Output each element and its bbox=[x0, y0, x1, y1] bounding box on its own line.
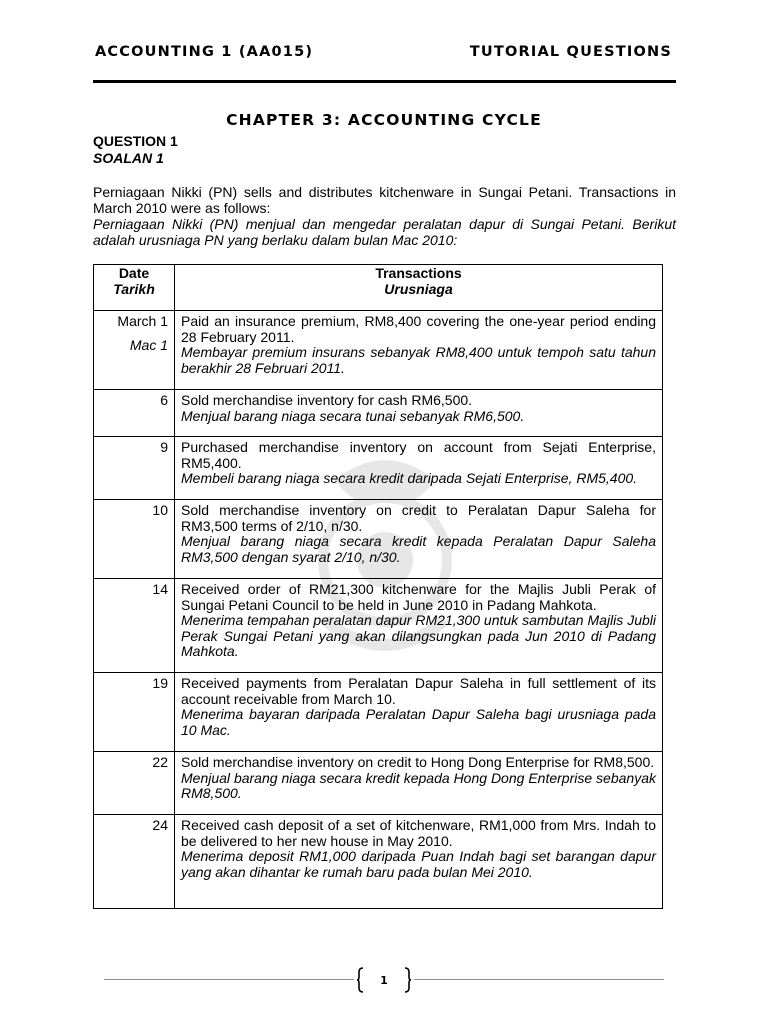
right-brace-icon bbox=[404, 967, 412, 993]
intro-ms: Perniagaan Nikki (PN) menjual dan mengedar peralatan dapur di Sungai Petani. Berikut adalah urusniaga PN yang berlaku dalam bulan Mac 2010: bbox=[93, 216, 676, 248]
row-transaction bbox=[175, 673, 663, 752]
table-row bbox=[94, 815, 663, 909]
page-number: 1 bbox=[380, 973, 388, 987]
row-transaction bbox=[175, 390, 663, 437]
row-date: 9 bbox=[94, 437, 175, 500]
row-transaction bbox=[175, 815, 663, 909]
header-section: TUTORIAL QUESTIONS bbox=[469, 44, 672, 60]
row-transaction-en: Received payments from Peralatan Dapur Saleha in full settlement of its account receivable from March 10. bbox=[181, 675, 656, 707]
intro-en: Perniagaan Nikki (PN) sells and distributes kitchenware in Sungai Petani. Transactions in March 2010 were as follows: bbox=[93, 184, 676, 216]
row-date-en: March 1 bbox=[117, 313, 168, 329]
row-date: 10 bbox=[94, 500, 175, 579]
question-label bbox=[93, 133, 178, 167]
row-date: 24 bbox=[94, 815, 175, 909]
row-transaction bbox=[175, 579, 663, 673]
chapter-title: CHAPTER 3: ACCOUNTING CYCLE bbox=[226, 111, 542, 129]
table-row bbox=[94, 579, 663, 673]
date-header-ms: Tarikh bbox=[113, 280, 155, 297]
left-brace-icon bbox=[356, 967, 364, 993]
row-transaction-ms: Menerima tempahan peralatan dapur RM21,300 untuk sambutan Majlis Jubli Perak Sungai Petani yang akan dilangsungkan pada Jun 2010 di Padang Mahkota. bbox=[181, 612, 656, 659]
question-label-en: QUESTION 1 bbox=[93, 133, 178, 149]
row-transaction-en: Sold merchandise inventory on credit to Hong Dong Enterprise for RM8,500. bbox=[181, 754, 655, 770]
table-header-row bbox=[94, 265, 663, 311]
transactions-header bbox=[175, 265, 663, 311]
table-row bbox=[94, 752, 663, 815]
row-transaction-ms: Menjual barang niaga secara tunai sebanyak RM6,500. bbox=[181, 407, 525, 424]
table-row bbox=[94, 437, 663, 500]
row-transaction-ms: Membayar premium insurans sebanyak RM8,400 untuk tempoh satu tahun berakhir 28 Februari 2011. bbox=[181, 344, 656, 376]
row-transaction-ms: Menerima bayaran daripada Peralatan Dapur Saleha bagi urusniaga pada 10 Mac. bbox=[181, 706, 656, 738]
row-transaction-ms: Menjual barang niaga secara kredit kepada Hong Dong Enterprise sebanyak RM8,500. bbox=[181, 769, 656, 801]
row-date bbox=[94, 311, 175, 390]
table-row bbox=[94, 673, 663, 752]
row-transaction bbox=[175, 752, 663, 815]
header-course: ACCOUNTING 1 (AA015) bbox=[95, 44, 314, 60]
table-row bbox=[94, 390, 663, 437]
row-date: 22 bbox=[94, 752, 175, 815]
date-header-en: Date bbox=[118, 265, 150, 281]
transactions-table bbox=[93, 264, 663, 909]
transactions-header-en: Transactions bbox=[375, 265, 462, 281]
row-transaction-ms: Membeli barang niaga secara kredit daripada Sejati Enterprise, RM5,400. bbox=[181, 470, 638, 486]
row-transaction-en: Paid an insurance premium, RM8,400 covering the one-year period ending 28 February 2011. bbox=[181, 313, 656, 345]
header-rule bbox=[93, 80, 676, 83]
row-date: 6 bbox=[94, 390, 175, 437]
table-row bbox=[94, 500, 663, 579]
row-transaction bbox=[175, 437, 663, 500]
footer-rule-right bbox=[414, 979, 664, 980]
row-transaction-en: Received order of RM21,300 kitchenware for the Majlis Jubli Perak of Sungai Petani Council to be held in June 2010 in Padang Mahkota. bbox=[181, 581, 656, 613]
row-transaction bbox=[175, 500, 663, 579]
table-row bbox=[94, 311, 663, 390]
running-header bbox=[95, 44, 672, 60]
row-transaction bbox=[175, 311, 663, 390]
row-date: 19 bbox=[94, 673, 175, 752]
question-label-ms: SOALAN 1 bbox=[93, 150, 164, 166]
row-transaction-en: Received cash deposit of a set of kitchenware, RM1,000 from Mrs. Indah to be delivered to her new house in May 2010. bbox=[181, 817, 656, 849]
row-transaction-en: Sold merchandise inventory for cash RM6,500. bbox=[181, 392, 473, 408]
row-transaction-ms: Menerima deposit RM1,000 daripada Puan Indah bagi set barangan dapur yang akan dihantar ke rumah baru pada bulan Mei 2010. bbox=[181, 848, 656, 880]
footer-rule-left bbox=[104, 979, 354, 980]
date-header bbox=[94, 265, 175, 311]
page-number-box bbox=[356, 967, 412, 993]
question-intro bbox=[93, 184, 676, 248]
transactions-header-ms: Urusniaga bbox=[384, 280, 453, 297]
row-transaction-en: Sold merchandise inventory on credit to Peralatan Dapur Saleha for RM3,500 terms of 2/10, n/30. bbox=[181, 502, 656, 534]
row-transaction-ms: Menjual barang niaga secara kredit kepada Peralatan Dapur Saleha RM3,500 dengan syarat 2/10, n/30. bbox=[181, 533, 656, 565]
row-date: 14 bbox=[94, 579, 175, 673]
row-date-ms: Mac 1 bbox=[129, 336, 168, 353]
row-transaction-en: Purchased merchandise inventory on account from Sejati Enterprise, RM5,400. bbox=[181, 439, 656, 471]
